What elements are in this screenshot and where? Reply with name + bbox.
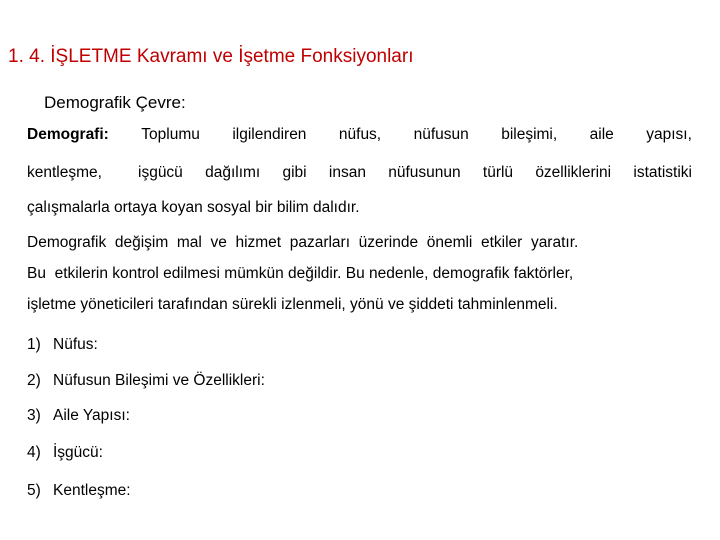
definition-word: gibi: [282, 164, 307, 181]
change-line-3: işletme yöneticileri tarafından sürekli izlenmeli, yönü ve şiddeti tahminlenmeli.: [27, 296, 558, 313]
definition-word: nüfusunun: [388, 164, 461, 181]
change-line-1: Demografik değişim mal ve hizmet pazarları üzerinde önemli etkiler yaratır.: [27, 234, 579, 251]
list-item: [27, 407, 130, 425]
definition-term: Demografi:: [27, 126, 109, 143]
definition-line-1: [27, 127, 692, 143]
list-number: 2): [27, 372, 41, 389]
definition-word: aile: [589, 126, 614, 143]
definition-word: Toplumu: [141, 126, 200, 143]
definition-word: nüfus,: [338, 126, 382, 143]
definition-line-3: çalışmalarla ortaya koyan sosyal bir bilim dalıdır.: [27, 199, 360, 216]
list-label: Kentleşme:: [53, 482, 131, 499]
definition-word: ilgilendiren: [232, 126, 307, 143]
list-item: [27, 444, 103, 462]
definition-line-2-rest: [138, 165, 692, 181]
definition-word: istatistiki: [633, 164, 692, 181]
definition-word: türlü: [482, 164, 514, 181]
list-number: 4): [27, 444, 41, 461]
definition-word: kentleşme,: [27, 164, 102, 181]
list-label: İşgücü:: [53, 444, 103, 461]
definition-word: yapısı,: [646, 126, 692, 143]
page-title: 1. 4. İŞLETME Kavramı ve İşetme Fonksiyonları: [8, 46, 414, 67]
definition-word: özelliklerini: [535, 164, 612, 181]
list-item: [27, 336, 98, 354]
list-number: 3): [27, 407, 41, 424]
list-label: Aile Yapısı:: [53, 407, 130, 424]
list-number: 1): [27, 336, 41, 353]
list-item: [27, 372, 265, 390]
list-number: 5): [27, 482, 41, 499]
definition-word: insan: [328, 164, 366, 181]
list-item: [27, 482, 131, 500]
list-label: Nüfusun Bileşimi ve Özellikleri:: [53, 372, 265, 389]
change-line-2: Bu etkilerin kontrol edilmesi mümkün değildir. Bu nedenle, demografik faktörler,: [27, 265, 574, 282]
definition-word: bileşimi,: [501, 126, 558, 143]
section-heading: Demografik Çevre:: [44, 93, 186, 112]
definition-word: nüfusun: [413, 126, 469, 143]
definition-word: dağılımı: [205, 164, 261, 181]
list-label: Nüfus:: [53, 336, 98, 353]
definition-word: işgücü: [138, 164, 183, 181]
